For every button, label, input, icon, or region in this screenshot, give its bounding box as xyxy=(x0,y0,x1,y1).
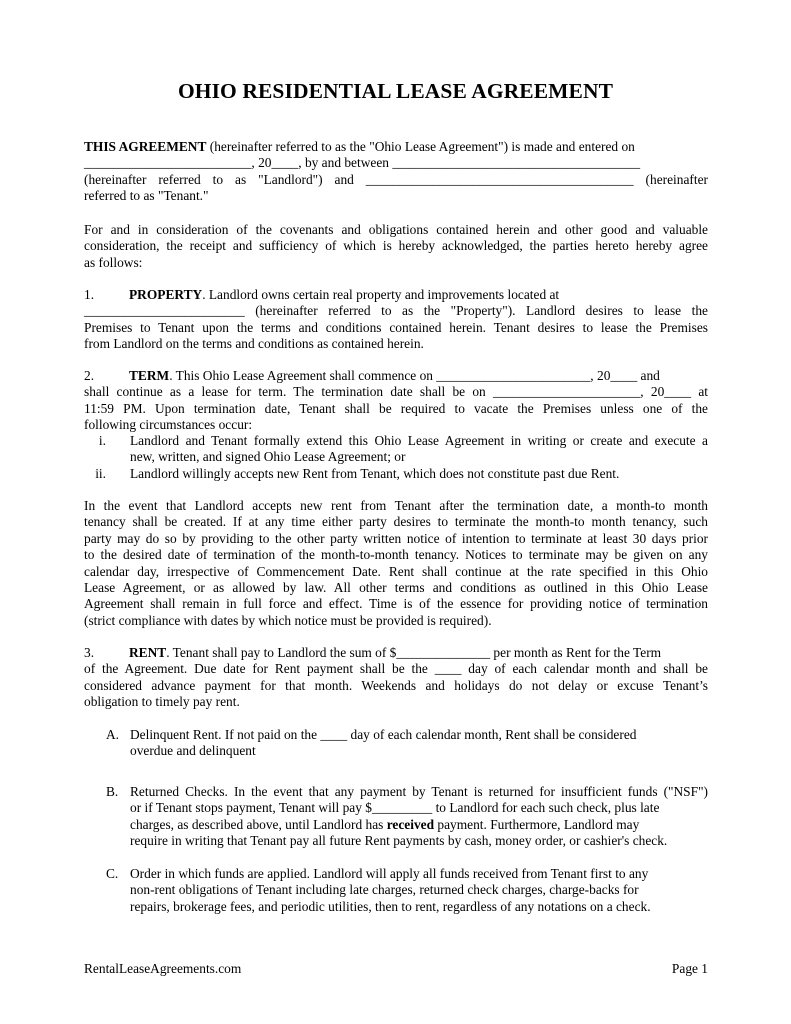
subsection-line: Order in which funds are applied. Landlord will apply all funds received from Tenant first to any xyxy=(130,866,649,881)
list-item-line: Landlord willingly accepts new Rent from Tenant, which does not constitute past due Rent. xyxy=(130,465,620,481)
subsection-marker: B. xyxy=(106,784,119,799)
list-marker: ii. xyxy=(95,465,106,481)
document-title: OHIO RESIDENTIAL LEASE AGREEMENT xyxy=(177,79,614,103)
property-line: 1. PROPERTY. Landlord owns certain real property and improvements located at xyxy=(84,287,560,302)
consideration-line: as follows: xyxy=(84,254,143,270)
rent-line: obligation to timely pay rent. xyxy=(84,694,240,710)
list-item-line: new, written, and signed Ohio Lease Agreement; or xyxy=(130,449,406,465)
subsection-line: charges, as described above, until Landlord has received payment. Furthermore, Landlord may xyxy=(130,816,640,832)
holdover-line: party may do so by providing to the other party written notice of intention to terminate at least 30 days prior xyxy=(84,530,708,546)
intro-line: _________________________, 20____, by and between _____________________________________ xyxy=(84,155,641,171)
subsection-line: Delinquent Rent. If not paid on the ____ day of each calendar month, Rent shall be considered xyxy=(130,727,637,742)
rent-section xyxy=(84,645,708,711)
rent-line: of the Agreement. Due date for Rent payment shall be the ____ day of each calendar month and shall be xyxy=(84,661,708,677)
footer-site: RentalLeaseAgreements.com xyxy=(84,961,242,976)
term-line: 2. TERM. This Ohio Lease Agreement shall commence on _______________________, 20____ and xyxy=(84,368,660,383)
property-section xyxy=(84,287,708,353)
section-heading: TERM xyxy=(129,368,170,383)
holdover-line: Lease Agreement, or as allowed by law. All other terms and conditions as outlined in this Ohio Lease xyxy=(84,579,708,595)
term-line: following circumstances occur: xyxy=(84,417,253,433)
subsection-line: require in writing that Tenant pay all future Rent payments by cash, money order, or cashier's check. xyxy=(130,833,668,849)
term-section xyxy=(84,368,708,434)
section-number: 1. xyxy=(84,287,95,302)
section-heading: RENT xyxy=(129,645,167,660)
list-item-line: Landlord and Tenant formally extend this Ohio Lease Agreement in writing or create and execute a xyxy=(130,433,708,448)
term-line: shall continue as a lease for term. The termination date shall be on ______________________, 20____ at xyxy=(84,384,708,400)
subsection-line: repairs, brokerage fees, and periodic utilities, then to rent, regardless of any notations on a check. xyxy=(130,898,651,914)
rent-line: considered advance payment for that month. Weekends and holidays do not delay or excuse Tenant’s xyxy=(84,677,708,693)
holdover-line: tenancy shall be created. If at any time either party desires to terminate the month-to month tenancy, such xyxy=(84,514,708,530)
property-line: from Landlord on the terms and conditions as contained herein. xyxy=(84,336,424,352)
subsection-line: or if Tenant stops payment, Tenant will pay $_________ to Landlord for each such check, plus late xyxy=(130,800,660,816)
property-line: ________________________ (hereinafter referred to as the "Property"). Landlord desires to lease the xyxy=(84,303,708,319)
consideration-paragraph xyxy=(84,222,708,271)
term-line: 11:59 PM. Upon termination date, Tenant shall be required to vacate the Premises unless one of the xyxy=(84,400,708,416)
subsection-marker: C. xyxy=(106,866,119,881)
consideration-line: consideration, the receipt and sufficiency of which is hereby acknowledged, the parties hereto hereby agree xyxy=(84,238,708,254)
list-item xyxy=(84,433,708,466)
rent-line: 3. RENT. Tenant shall pay to Landlord the sum of $______________ per month as Rent for the Term xyxy=(84,645,662,660)
holdover-line: calendar day, irrespective of Commencement Date. Rent shall continue at the rate specified in this Ohio xyxy=(84,563,708,579)
consideration-line: For and in consideration of the covenants and obligations contained herein and other good and valuable xyxy=(84,222,708,237)
holdover-line: Agreement shall remain in full force and effect. Time is of the essence for providing notice of termination xyxy=(84,596,708,612)
intro-paragraph xyxy=(84,139,708,205)
holdover-paragraph xyxy=(84,498,708,629)
subsection-marker: A. xyxy=(106,727,120,742)
list-marker: i. xyxy=(98,433,106,448)
term-list xyxy=(84,433,708,482)
property-line: Premises to Tenant upon the terms and conditions contained herein. Tenant desires to lease the Premises xyxy=(84,319,708,335)
subsection-line: non-rent obligations of Tenant including late charges, returned check charges, charge-backs for xyxy=(130,882,639,898)
holdover-line: (strict compliance with dates by which notice must be provided is required). xyxy=(84,612,492,628)
subsection-line: overdue and delinquent xyxy=(130,743,256,759)
intro-line: referred to as "Tenant." xyxy=(84,188,209,204)
subsection-line: Returned Checks. In the event that any payment by Tenant is returned for insufficient funds ("NSF") xyxy=(130,784,708,799)
section-heading: PROPERTY xyxy=(129,287,203,302)
list-item xyxy=(84,466,708,482)
section-number: 2. xyxy=(84,368,95,383)
intro-line: (hereinafter referred to as "Landlord") and ________________________________________ (hereinafter xyxy=(84,171,708,187)
section-number: 3. xyxy=(84,645,95,660)
intro-line: THIS AGREEMENT (hereinafter referred to as the "Ohio Lease Agreement") is made and entered on xyxy=(84,139,635,154)
bold-received: received xyxy=(386,816,435,832)
holdover-line: to the desired date of termination of the month-to-month tenancy. Notices to terminate may be given on any xyxy=(84,547,708,563)
footer-page-number: Page 1 xyxy=(671,961,708,976)
holdover-line: In the event that Landlord accepts new rent from Tenant after the termination date, a month-to month xyxy=(84,498,708,513)
intro-lead: THIS AGREEMENT xyxy=(84,139,207,154)
